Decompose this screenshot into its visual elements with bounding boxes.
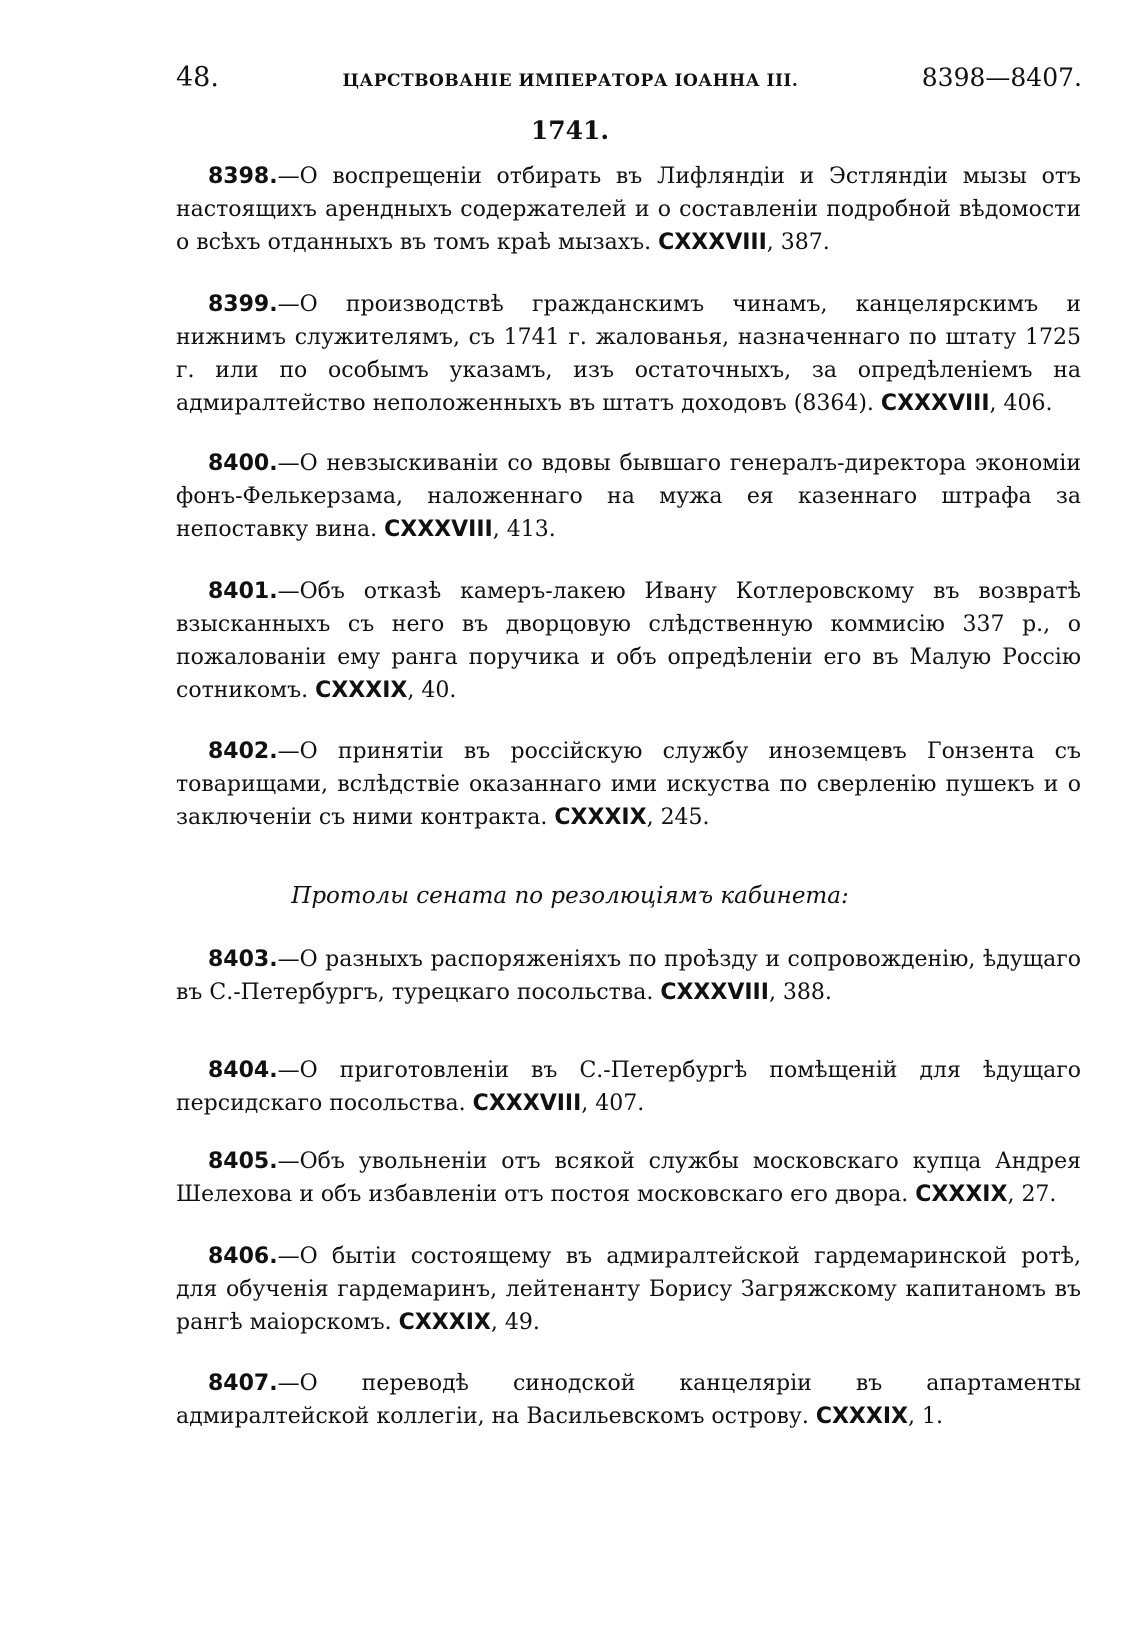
entry-number: 8400. [208, 451, 278, 476]
entry-text: —Объ отказѣ камеръ-лакею Ивану Котлеровскому въ возвратѣ взысканныхъ съ него въ дворцовую слѣдственную коммисію 337 р., о пожалованіи ему ранга поручика и объ опредѣленіи его въ Малую Россію сотникомъ. [176, 579, 1081, 703]
entry-number: 8404. [208, 1058, 278, 1083]
entry-ref-volume: CXXXVIII [472, 1091, 582, 1116]
entry-ref-page: , 1. [908, 1404, 943, 1429]
entry-text: —О невзыскиваніи со вдовы бывшаго генералъ-директора экономіи фонъ-Фелькерзама, наложеннаго на мужа ея казеннаго штрафа за непоставку вина. [176, 451, 1081, 542]
entry-ref-volume: CXXXIX [915, 1182, 1008, 1207]
entry-8407 [176, 1367, 1081, 1433]
entry-number: 8399. [208, 292, 278, 317]
running-title: ЦАРСТВОВАНІЕ ИМПЕРАТОРА ІОАННА III. [342, 71, 799, 91]
entry-number: 8407. [208, 1371, 278, 1396]
entry-range: 8398—8407. [921, 63, 1082, 92]
entry-text: —О разныхъ распоряженіяхъ по проѣзду и сопровожденію, ѣдущаго въ С.-Петербургъ, турецкаго посольства. [176, 947, 1081, 1005]
entry-8400 [176, 447, 1081, 546]
section-heading: Протолы сената по резолюціямъ кабинета: [291, 883, 849, 909]
entry-8405 [176, 1145, 1081, 1211]
entry-number: 8401. [208, 579, 278, 604]
entry-ref-volume: CXXXIX [398, 1310, 491, 1335]
entry-ref-page: , 388. [768, 980, 832, 1005]
entry-ref-page: , 49. [490, 1310, 540, 1335]
entry-text: —Объ увольненіи отъ всякой службы московскаго купца Андрея Шелехова и объ избавленіи отъ постоя московскаго его двора. [176, 1149, 1081, 1207]
entry-number: 8398. [208, 164, 278, 189]
entry-text: —О производствѣ гражданскимъ чинамъ, канцелярскимъ и нижнимъ служителямъ, съ 1741 г. жалованья, назначеннаго по штату 1725 г. или по особымъ указамъ, изъ остаточныхъ, за опредѣленіемъ на адмиралтейство неположенныхъ въ штатъ доходовъ (8364). [176, 292, 1081, 416]
entry-number: 8402. [208, 739, 278, 764]
entry-8398 [176, 160, 1081, 259]
entry-ref-volume: CXXXVIII [384, 517, 493, 542]
entry-ref-page: , 27. [1007, 1182, 1057, 1207]
entry-text: —О приготовленіи въ С.-Петербургѣ помѣщеній для ѣдущаго персидскаго посольства. [176, 1058, 1081, 1116]
page-header [176, 62, 1082, 98]
entry-8403 [176, 943, 1081, 1009]
entry-number: 8403. [208, 947, 278, 972]
entry-text: —О воспрещеніи отбирать въ Лифляндіи и Эстляндіи мызы отъ настоящихъ арендныхъ содержателей и о составленіи подробной вѣдомости о всѣхъ отданныхъ въ томъ краѣ мызахъ. [176, 164, 1081, 255]
entry-ref-page: , 387. [766, 230, 830, 255]
entry-number: 8405. [208, 1149, 278, 1174]
entry-ref-volume: CXXXVIII [658, 230, 767, 255]
entry-ref-volume: CXXXIX [315, 678, 408, 703]
entry-8406 [176, 1240, 1081, 1339]
entry-ref-page: , 245. [646, 805, 710, 830]
entry-ref-page: , 407. [581, 1091, 645, 1116]
entry-8401 [176, 575, 1081, 707]
entry-8399 [176, 288, 1081, 420]
entry-ref-volume: CXXXVIII [880, 391, 990, 416]
entry-ref-page: , 406. [989, 391, 1053, 416]
entry-ref-volume: CXXXIX [815, 1404, 909, 1429]
page-number: 48. [176, 62, 219, 93]
year-heading: 1741. [530, 116, 610, 145]
entry-8404 [176, 1054, 1081, 1120]
entry-ref-page: , 413. [492, 517, 556, 542]
entry-ref-volume: CXXXVIII [660, 980, 769, 1005]
entry-ref-page: , 40. [407, 678, 457, 703]
entry-ref-volume: CXXXIX [554, 805, 647, 830]
entry-8402 [176, 735, 1081, 834]
entry-text: —О бытіи состоящему въ адмиралтейской гардемаринской ротѣ, для обученія гардемаринъ, лейтенанту Борису Загряжскому капитаномъ въ рангѣ маіорскомъ. [176, 1244, 1081, 1335]
entry-text: —О принятіи въ россійскую службу иноземцевъ Гонзента съ товарищами, вслѣдствіе оказаннаго ими искуства по сверленію пушекъ и о заключеніи съ ними контракта. [176, 739, 1081, 830]
entry-text: —О переводѣ синодской канцеляріи въ апартаменты адмиралтейской коллегіи, на Васильевскомъ острову. [176, 1371, 1081, 1429]
entry-number: 8406. [208, 1244, 278, 1269]
